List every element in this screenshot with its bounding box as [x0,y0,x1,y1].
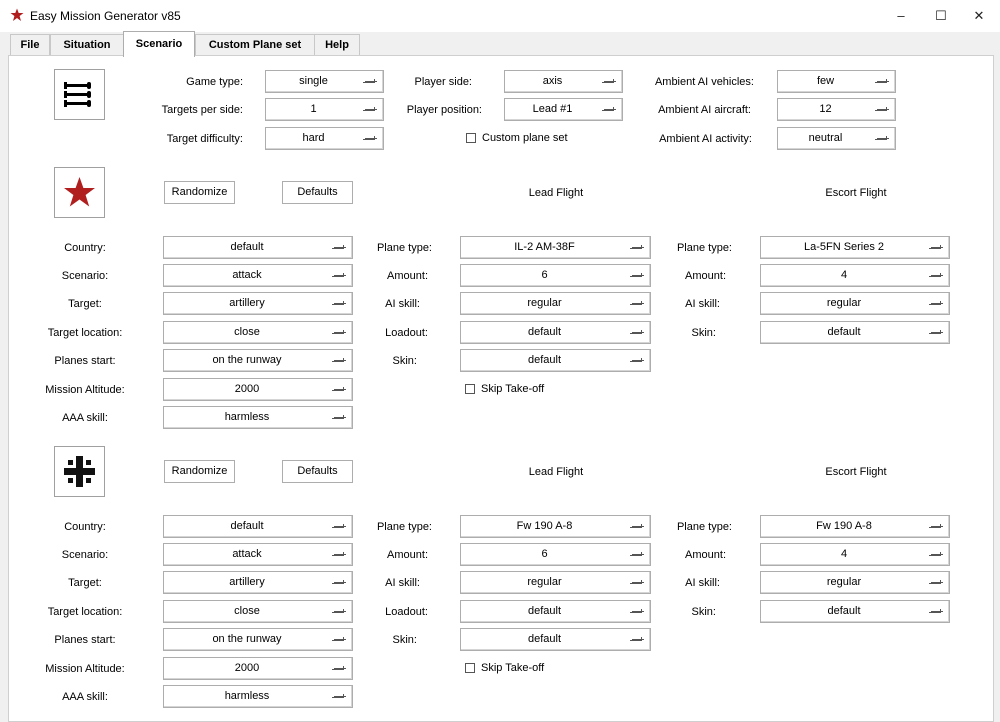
star-app-icon [10,8,24,22]
ambient-aircraft-label: Ambient AI aircraft: [658,104,751,116]
axis-country-label: Country: [64,521,106,533]
axis-lead-plane-type-dropdown[interactable]: Fw 190 A-8 [460,515,651,538]
allies-aaa-skill-label: AAA skill: [62,412,108,424]
dropdown-arrow-icon [929,555,941,556]
dropdown-arrow-icon [332,640,344,641]
dropdown-arrow-icon [630,248,642,249]
dropdown-arrow-icon [929,304,941,305]
axis-skip-takeoff-checkbox[interactable] [465,663,475,673]
dropdown-arrow-icon [332,583,344,584]
allies-lead-ai-skill-label: AI skill: [385,298,420,310]
axis-skip-takeoff-label: Skip Take-off [481,662,545,674]
axis-lead-skin-dropdown[interactable]: default [460,628,651,651]
axis-aaa-skill-dropdown[interactable]: harmless [163,685,353,708]
dropdown-arrow-icon [363,139,375,140]
axis-lead-ai-skill-label: AI skill: [385,577,420,589]
axis-lead-plane-type-label: Plane type: [376,521,432,533]
allies-lead-skin-dropdown[interactable]: default [460,349,651,372]
dropdown-arrow-icon [630,640,642,641]
dropdown-arrow-icon [332,612,344,613]
allies-randomize-button[interactable]: Randomize [164,181,235,204]
player-side-dropdown[interactable]: axis [504,70,623,93]
dropdown-arrow-icon [332,333,344,334]
player-side-label: Player side: [414,76,472,88]
dropdown-arrow-icon [630,527,642,528]
allies-skip-takeoff-checkbox[interactable] [465,384,475,394]
allies-target-label: Target: [68,298,102,310]
axis-escort-flight-title: Escort Flight [825,466,887,478]
axis-escort-ai-skill-dropdown[interactable]: regular [760,571,950,594]
dropdown-arrow-icon [630,333,642,334]
allies-lead-flight-title: Lead Flight [528,187,584,199]
allies-mission-altitude-label: Mission Altitude: [45,384,125,396]
dropdown-arrow-icon [332,248,344,249]
allies-skip-takeoff-label: Skip Take-off [481,383,545,395]
allies-country-dropdown[interactable]: default [163,236,353,259]
maximize-button[interactable]: ☐ [935,8,947,23]
dropdown-arrow-icon [332,418,344,419]
axis-defaults-button[interactable]: Defaults [282,460,353,483]
dropdown-arrow-icon [929,527,941,528]
allies-scenario-dropdown[interactable]: attack [163,264,353,287]
dropdown-arrow-icon [602,110,614,111]
axis-lead-flight-title: Lead Flight [528,466,584,478]
dropdown-arrow-icon [929,583,941,584]
axis-lead-amount-dropdown[interactable]: 6 [460,543,651,566]
axis-mission-altitude-label: Mission Altitude: [45,663,125,675]
axis-escort-plane-type-label: Plane type: [676,521,732,533]
allies-lead-loadout-dropdown[interactable]: default [460,321,651,344]
axis-mission-altitude-dropdown[interactable]: 2000 [163,657,353,680]
dropdown-arrow-icon [929,248,941,249]
allies-lead-plane-type-label: Plane type: [376,242,432,254]
axis-target-label: Target: [68,577,102,589]
soviet-star-icon-box [54,167,105,218]
tab-custom-plane-set[interactable]: Custom Plane set [195,34,315,56]
title-bar [0,0,1000,32]
game-type-dropdown[interactable]: single [265,70,384,93]
dropdown-arrow-icon [363,82,375,83]
ambient-activity-dropdown[interactable]: neutral [777,127,896,150]
player-position-dropdown[interactable]: Lead #1 [504,98,623,121]
dropdown-arrow-icon [929,276,941,277]
dropdown-arrow-icon [875,82,887,83]
allies-scenario-label: Scenario: [61,270,109,282]
allies-lead-ai-skill-dropdown[interactable]: regular [460,292,651,315]
allies-escort-skin-dropdown[interactable]: default [760,321,950,344]
dropdown-arrow-icon [332,276,344,277]
allies-escort-amount-label: Amount: [685,270,726,282]
close-button[interactable]: ✕ [973,8,985,23]
allies-escort-flight-title: Escort Flight [825,187,887,199]
target-difficulty-label: Target difficulty: [166,133,243,145]
axis-lead-ai-skill-dropdown[interactable]: regular [460,571,651,594]
formation-icon-box [54,69,105,120]
dropdown-arrow-icon [332,669,344,670]
axis-lead-amount-label: Amount: [387,549,428,561]
dropdown-arrow-icon [630,612,642,613]
dropdown-arrow-icon [875,110,887,111]
axis-aaa-skill-label: AAA skill: [62,691,108,703]
dropdown-arrow-icon [602,82,614,83]
axis-scenario-dropdown[interactable]: attack [163,543,353,566]
axis-escort-plane-type-dropdown[interactable]: Fw 190 A-8 [760,515,950,538]
axis-country-dropdown[interactable]: default [163,515,353,538]
axis-target-dropdown[interactable]: artillery [163,571,353,594]
dropdown-arrow-icon [630,276,642,277]
axis-cross-icon-box [54,446,105,497]
axis-escort-amount-dropdown[interactable]: 4 [760,543,950,566]
allies-escort-ai-skill-dropdown[interactable]: regular [760,292,950,315]
dropdown-arrow-icon [875,139,887,140]
allies-target-location-dropdown[interactable]: close [163,321,353,344]
ambient-vehicles-label: Ambient AI vehicles: [654,76,754,88]
target-difficulty-dropdown[interactable]: hard [265,127,384,150]
allies-lead-skin-label: Skin: [392,355,417,367]
red-star-icon [55,168,104,217]
allies-target-dropdown[interactable]: artillery [163,292,353,315]
allies-aaa-skill-dropdown[interactable]: harmless [163,406,353,429]
allies-escort-ai-skill-label: AI skill: [685,298,720,310]
axis-lead-skin-label: Skin: [392,634,417,646]
allies-defaults-button[interactable]: Defaults [282,181,353,204]
dropdown-arrow-icon [363,110,375,111]
allies-lead-loadout-label: Loadout: [385,327,428,339]
window-title: Easy Mission Generator v85 [30,9,181,23]
minimize-button[interactable]: – [897,8,905,23]
allies-escort-plane-type-dropdown[interactable]: La-5FN Series 2 [760,236,950,259]
allies-mission-altitude-dropdown[interactable]: 2000 [163,378,353,401]
dropdown-arrow-icon [630,304,642,305]
ambient-aircraft-dropdown[interactable]: 12 [777,98,896,121]
allies-planes-start-dropdown[interactable]: on the runway [163,349,353,372]
allies-lead-amount-label: Amount: [387,270,428,282]
dropdown-arrow-icon [332,555,344,556]
dropdown-arrow-icon [332,697,344,698]
custom-plane-set-checkbox[interactable] [466,133,476,143]
balkenkreuz-icon [55,447,104,496]
ambient-activity-label: Ambient AI activity: [659,133,752,145]
dropdown-arrow-icon [929,333,941,334]
dropdown-arrow-icon [332,361,344,362]
ambient-vehicles-dropdown[interactable]: few [777,70,896,93]
axis-target-location-dropdown[interactable]: close [163,600,353,623]
allies-escort-amount-dropdown[interactable]: 4 [760,264,950,287]
axis-lead-loadout-dropdown[interactable]: default [460,600,651,623]
axis-lead-loadout-label: Loadout: [385,606,428,618]
tab-help[interactable]: Help [314,34,360,56]
plane-formation-icon [55,70,104,119]
allies-escort-plane-type-label: Plane type: [676,242,732,254]
dropdown-arrow-icon [332,390,344,391]
player-position-label: Player position: [406,104,482,116]
targets-per-side-label: Targets per side: [161,104,243,116]
allies-target-location-label: Target location: [47,327,123,339]
axis-randomize-button[interactable]: Randomize [164,460,235,483]
allies-lead-amount-dropdown[interactable]: 6 [460,264,651,287]
axis-escort-skin-dropdown[interactable]: default [760,600,950,623]
axis-scenario-label: Scenario: [61,549,109,561]
dropdown-arrow-icon [630,555,642,556]
dropdown-arrow-icon [332,304,344,305]
dropdown-arrow-icon [630,583,642,584]
axis-escort-skin-label: Skin: [691,606,716,618]
axis-planes-start-label: Planes start: [54,634,116,646]
axis-target-location-label: Target location: [47,606,123,618]
dropdown-arrow-icon [630,361,642,362]
axis-escort-amount-label: Amount: [685,549,726,561]
game-type-label: Game type: [186,76,243,88]
tab-file[interactable]: File [10,34,50,56]
allies-lead-plane-type-dropdown[interactable]: IL-2 AM-38F [460,236,651,259]
custom-plane-set-label: Custom plane set [482,132,568,144]
dropdown-arrow-icon [929,612,941,613]
axis-planes-start-dropdown[interactable]: on the runway [163,628,353,651]
allies-planes-start-label: Planes start: [54,355,116,367]
axis-escort-ai-skill-label: AI skill: [685,577,720,589]
allies-country-label: Country: [64,242,106,254]
tab-scenario[interactable]: Scenario [123,31,195,57]
tab-situation[interactable]: Situation [50,34,124,56]
allies-escort-skin-label: Skin: [691,327,716,339]
targets-per-side-dropdown[interactable]: 1 [265,98,384,121]
dropdown-arrow-icon [332,527,344,528]
